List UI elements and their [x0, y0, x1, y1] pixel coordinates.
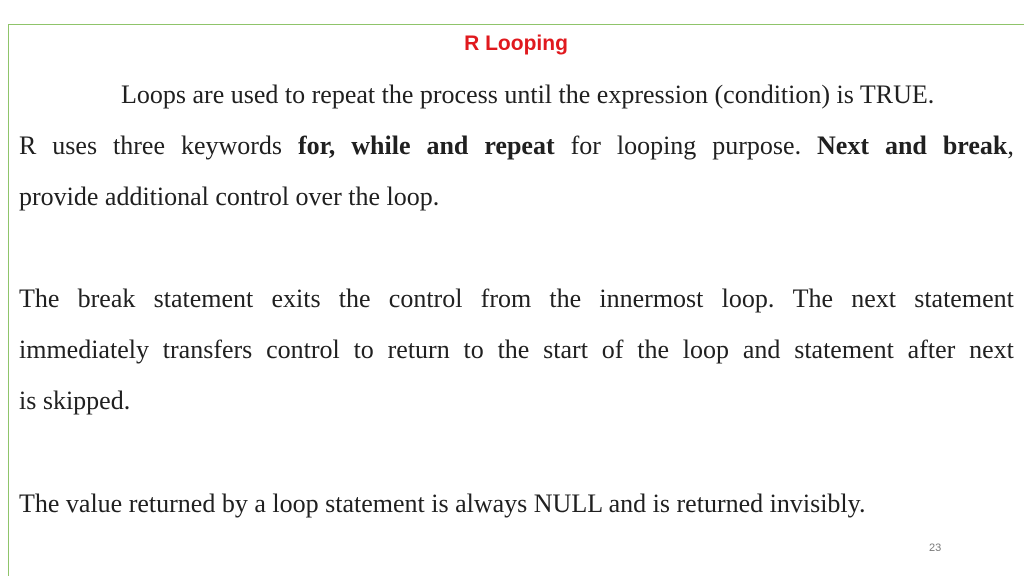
word: statement [914, 284, 1014, 313]
paragraph-break-next [19, 273, 1014, 426]
bold-word: and [426, 131, 469, 160]
word: exits [271, 284, 321, 313]
word: The [792, 284, 833, 313]
keyword-while: while [351, 131, 411, 160]
word: looping [616, 131, 697, 160]
paragraph-null-return [19, 478, 1014, 529]
paragraph-line: The value returned by a loop statement is always NULL and is returned invisibly. [19, 489, 866, 518]
paragraph-line: is skipped. [19, 386, 131, 415]
word: innermost [599, 284, 704, 313]
word: statement [794, 335, 894, 364]
word: purpose. [712, 131, 802, 160]
word: loop. [721, 284, 775, 313]
word: statement [153, 284, 254, 313]
word: start [543, 335, 588, 364]
slide-title: R Looping [464, 32, 568, 55]
comma: , [1007, 131, 1014, 160]
word: the [338, 284, 371, 313]
paragraph-line: provide additional control over the loop. [19, 182, 440, 211]
word: keywords [180, 131, 283, 160]
keyword-next: Next [817, 131, 870, 160]
word: from [480, 284, 532, 313]
word: loop [682, 335, 730, 364]
word: for [570, 131, 601, 160]
word: three [113, 131, 165, 160]
word: next [851, 284, 896, 313]
paragraph-line [19, 324, 1014, 375]
word: to [463, 335, 484, 364]
word: and [742, 335, 781, 364]
keyword-repeat: repeat [484, 131, 555, 160]
word: next [969, 335, 1014, 364]
paragraph-line-keywords [19, 120, 1014, 171]
word: break [77, 284, 136, 313]
paragraph-line: Loops are used to repeat the process until the expression (condition) is TRUE. [121, 80, 935, 109]
word: R [19, 131, 37, 160]
keyword-break: break [942, 131, 1008, 160]
word: The [19, 284, 60, 313]
word: immediately [19, 335, 149, 364]
word: return [387, 335, 450, 364]
word: the [497, 335, 530, 364]
paragraph-line [19, 273, 1014, 324]
word: of [601, 335, 624, 364]
bold-word: and [884, 131, 927, 160]
keyword-for: for, [298, 131, 336, 160]
word: after [907, 335, 956, 364]
word: control [388, 284, 463, 313]
page-number: 23 [929, 542, 942, 554]
word: the [637, 335, 669, 364]
keyword-break-group [943, 120, 1014, 171]
word: the [549, 284, 582, 313]
word: control [266, 335, 340, 364]
word: transfers [162, 335, 253, 364]
word: to [353, 335, 374, 364]
word: uses [52, 131, 98, 160]
paragraph-loops-intro [19, 69, 1014, 222]
